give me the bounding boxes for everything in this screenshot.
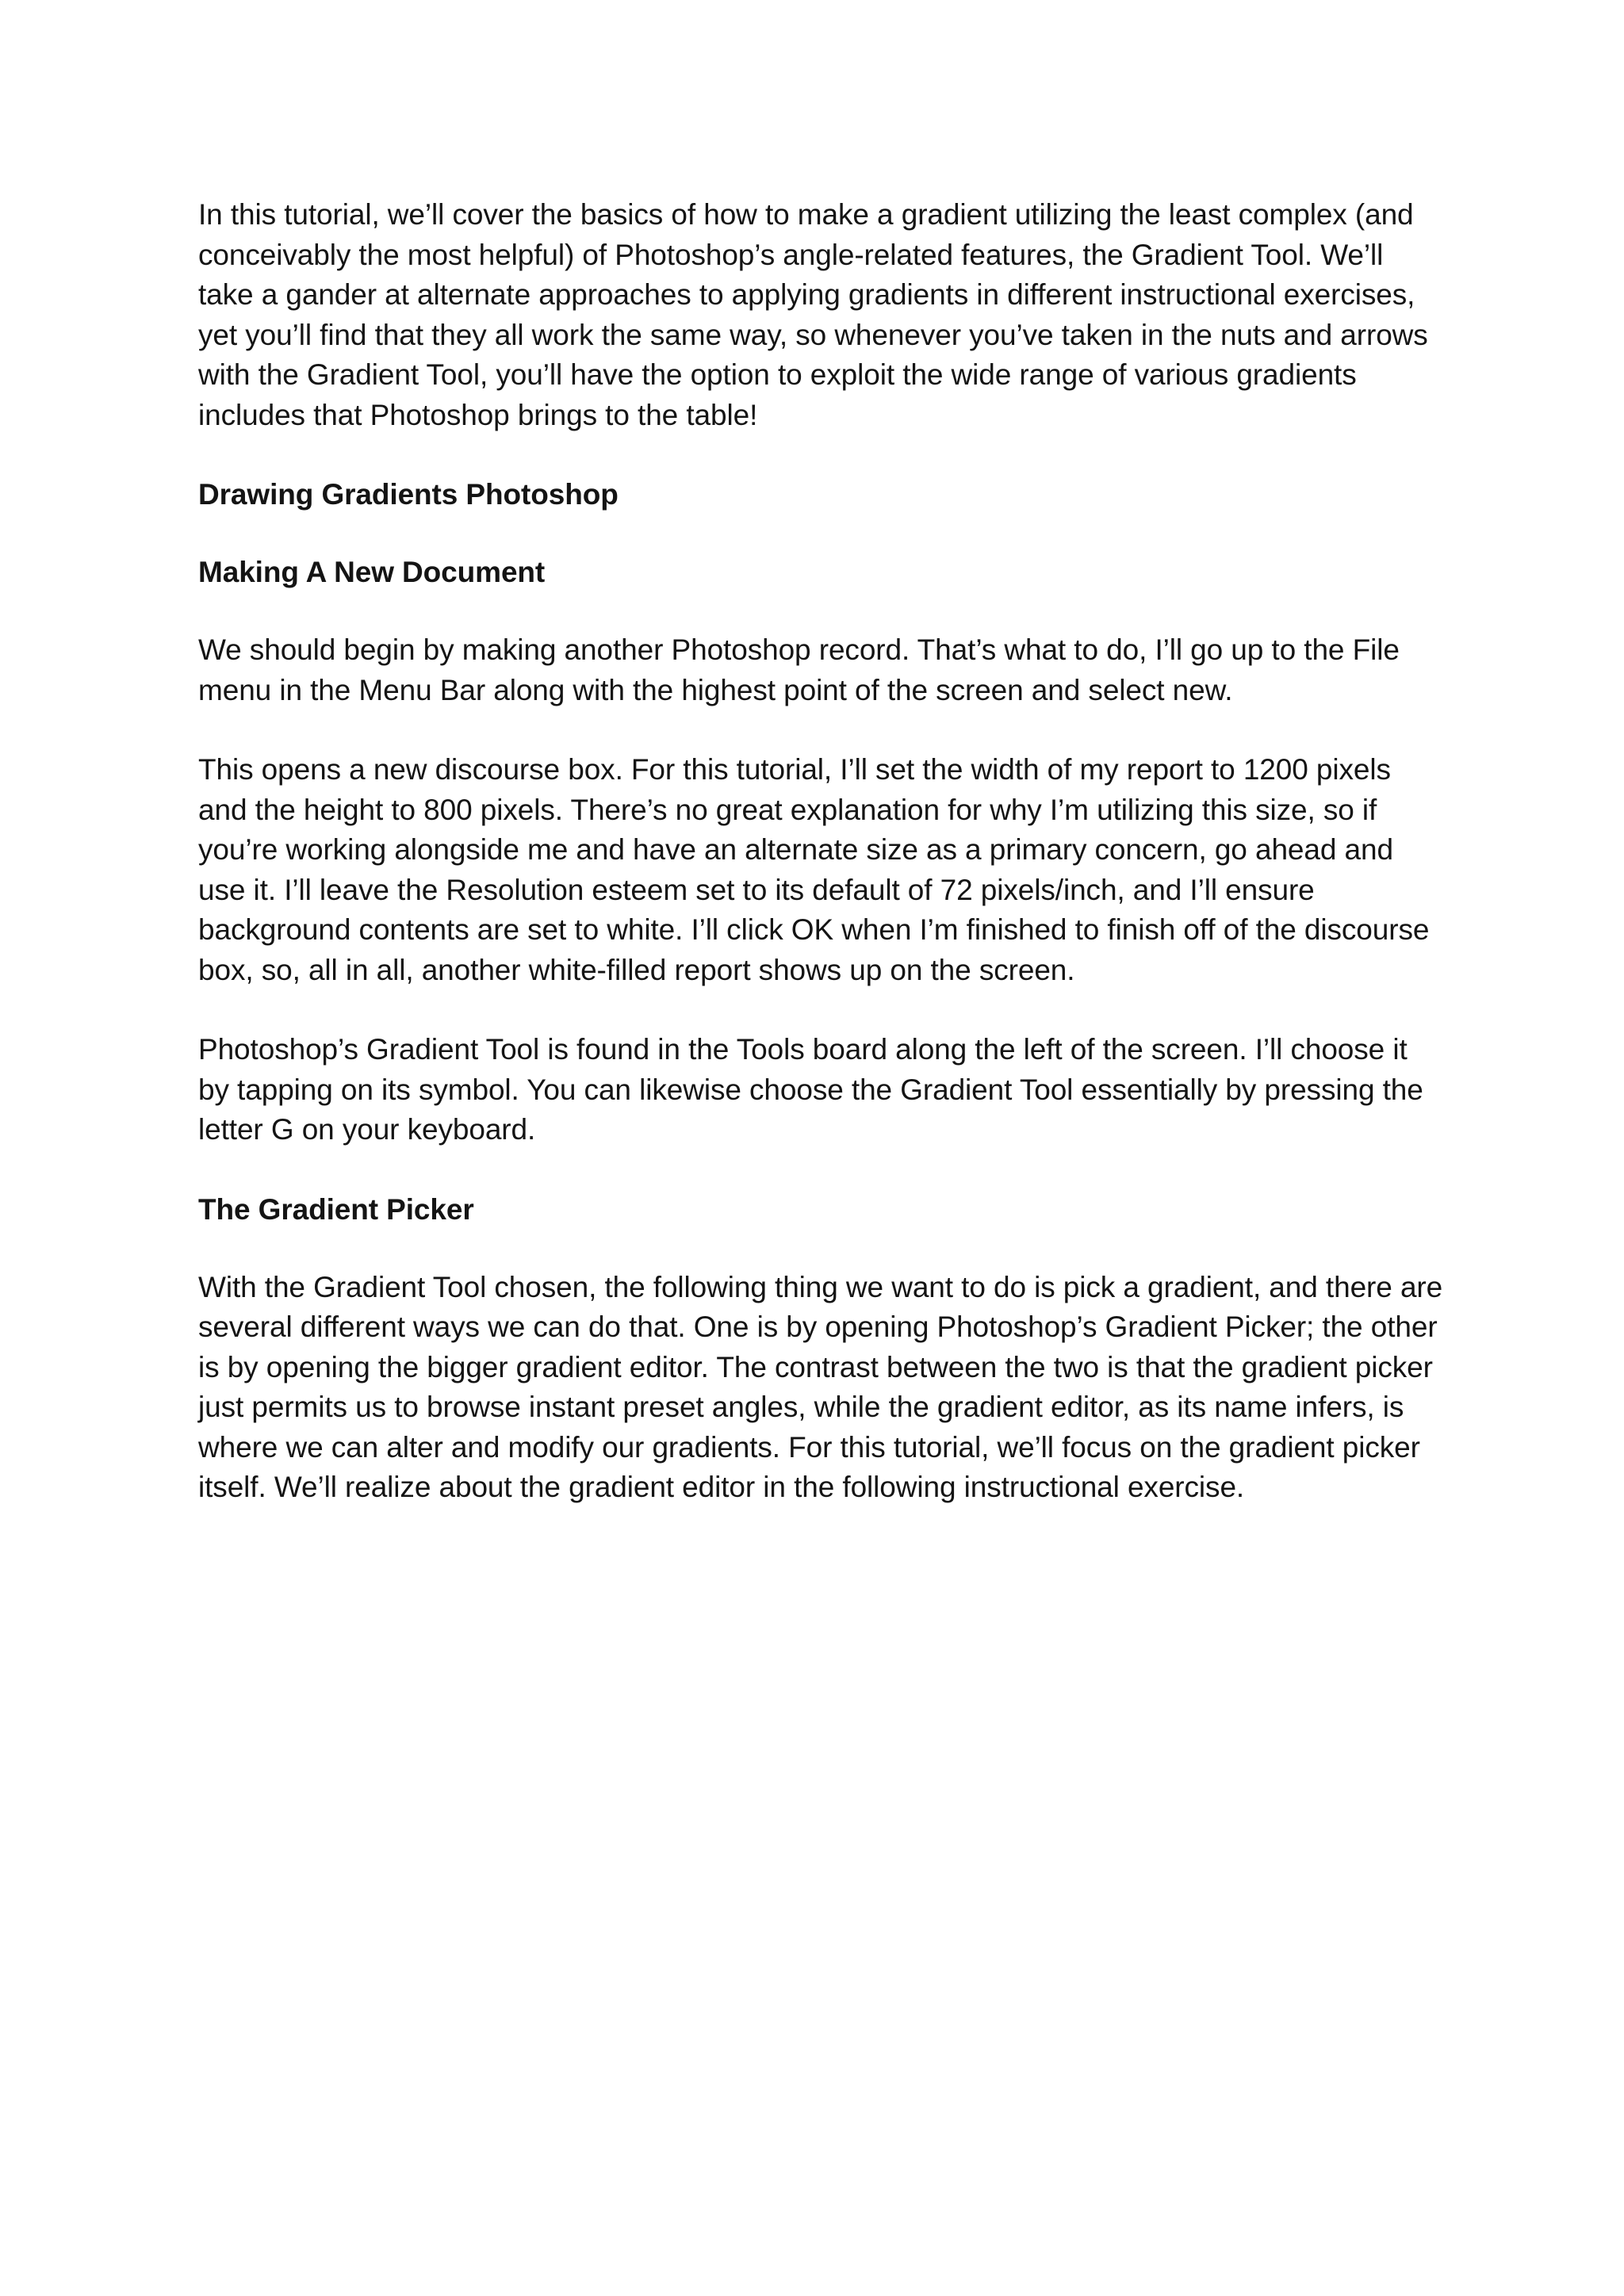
heading-drawing-gradients: Drawing Gradients Photoshop [198, 478, 619, 511]
heading-new-document: Making A New Document [198, 556, 546, 588]
new-document-paragraph-2: This opens a new discourse box. For this tutorial, I’ll set the width of my report to 1200 pixels and the height to 800 pixels. There’s no great explanation for why I’m utilizing this size, so if you’re working alongside me and have an alternate size as a primary concern, go ahead and use it. I’ll leave the Resolution esteem set to its default of 72 pixels/inch, and I’ll ensure background contents are set to white. I’ll click OK when I’m finished to finish off of the discourse box, so, all in all, another white-filled report shows up on the screen. [198, 753, 1430, 986]
intro-paragraph: In this tutorial, we’ll cover the basics of how to make a gradient utilizing the least complex (and conceivably the most helpful) of Photoshop’s angle-related features, the Gradient Tool. We’ll take a gander at alternate approaches to applying gradients in different instructional exercises, yet you’ll find that they all work the same way, so whenever you’ve taken in the nuts and arrows with the Gradient Tool, you’ll have the option to exploit the wide range of various gradients includes that Photoshop brings to the table! [198, 198, 1428, 431]
gradient-picker-paragraph: With the Gradient Tool chosen, the following thing we want to do is pick a gradient, and there are several different ways we can do that. One is by opening Photoshop’s Gradient Picker; the other is by opening the bigger gradient editor. The contrast between the two is that the gradient picker just permits us to browse instant preset angles, while the gradient editor, as its name infers, is where we can alter and modify our gradients. For this tutorial, we’ll focus on the gradient picker itself. We’ll realize about the gradient editor in the following instructional exercise. [198, 1270, 1443, 1503]
heading-gradient-picker: The Gradient Picker [198, 1192, 474, 1226]
document-body [198, 195, 1443, 1548]
gradient-tool-paragraph: Photoshop’s Gradient Tool is found in the Tools board along the left of the screen. I’ll choose it by tapping on its symbol. You can likewise choose the Gradient Tool essentially by pressing the letter G on your keyboard. [198, 1033, 1423, 1146]
new-document-paragraph-1: We should begin by making another Photoshop record. That’s what to do, I’ll go up to the File menu in the Menu Bar along with the highest point of the screen and select new. [198, 633, 1400, 706]
